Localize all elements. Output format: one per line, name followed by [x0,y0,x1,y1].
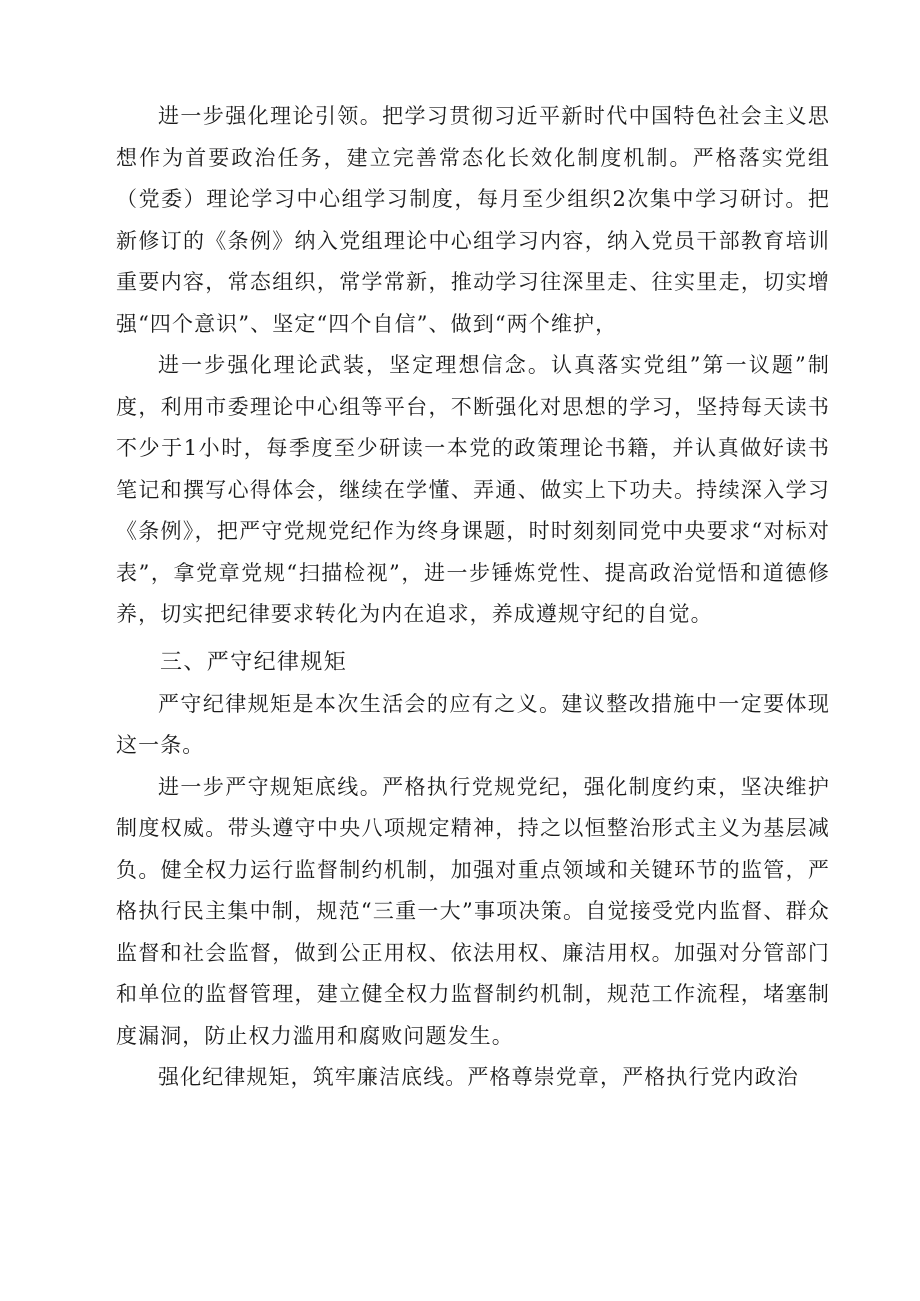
paragraph-discipline-intro: 严守纪律规矩是本次生活会的应有之义。建议整改措施中一定要体现这一条。 [116,691,830,757]
section-heading: 三、严守纪律规矩 [160,649,348,675]
paragraph-integrity-bottom-line: 强化纪律规矩，筑牢廉洁底线。严格尊崇党章，严格执行党内政治 [158,1065,799,1089]
paragraph-theory-arming: 进一步强化理论武装，坚定理想信念。认真落实党组”第一议题”制度，利用市委理论中心组等平台，不断强化对思想的学习，坚持每天读书不少于1小时，每季度至少研读一本党的政策理论书籍，并认真做好读书笔记和撰写心得体会，继续在学懂、弄通、做实上下功夫。持续深入学习《条例》，把严守党规党纪作为终身课题，时时刻刻同党中央要求“对标对表”，拿党章党规“扫描检视”，进一步锤炼党性、提高政治觉悟和道德修养，切实把纪律要求转化为内在追求，养成遵规守纪的自觉。 [116,353,830,626]
document-body [116,96,830,1099]
paragraph-theory-guidance: 进一步强化理论引领。把学习贯彻习近平新时代中国特色社会主义思想作为首要政治任务，建立完善常态化长效化制度机制。严格落实党组（党委）理论学习中心组学习制度，每月至少组织2次集中学习研讨。把新修订的《条例》纳入党组理论中心组学习内容，纳入党员干部教育培训重要内容，常态组织，常学常新，推动学习往深里走、往实里走，切实增强“四个意识”、坚定“四个自信”、做到“两个维护， [116,104,830,336]
paragraph-rules-bottom-line: 进一步严守规矩底线。严格执行党规党纪，强化制度约束，坚决维护制度权威。带头遵守中央八项规定精神，持之以恒整治形式主义为基层减负。健全权力运行监督制约机制，加强对重点领域和关键环节的监管，严格执行民主集中制，规范“三重一大”事项决策。自觉接受党内监督、群众监督和社会监督，做到公正用权、依法用权、廉洁用权。加强对分管部门和单位的监督管理，建立健全权力监督制约机制，规范工作流程，堵塞制度漏洞，防止权力滥用和腐败问题发生。 [116,774,830,1048]
